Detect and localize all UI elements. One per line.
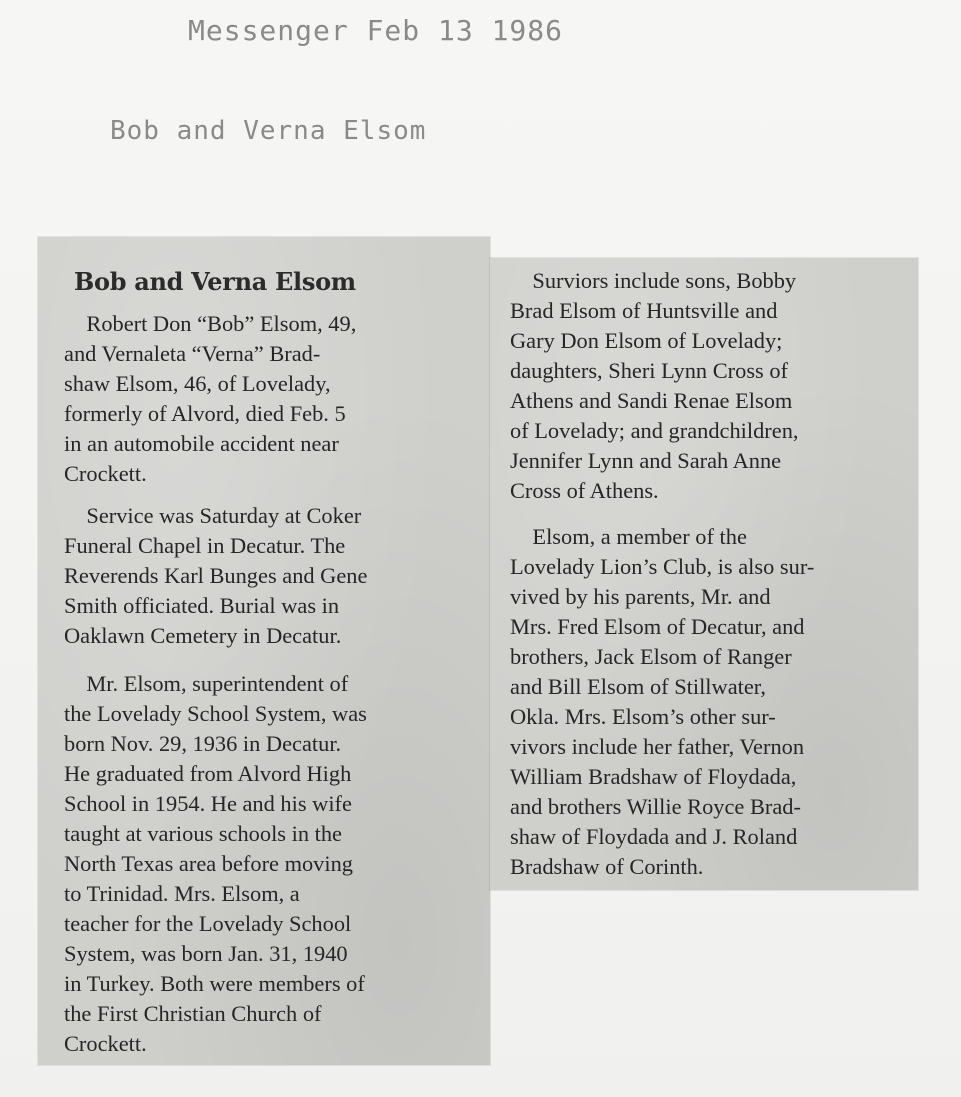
paragraph-survivors: Surviors include sons, Bobby Brad Elsom of Huntsville and Gary Don Elsom of Lovelady; daughters, Sheri Lynn Cross of Athens and Sandi Renae Elsom of Lovelady; and grandchildren, Jennifer Lynn and Sarah Anne Cross of Athens.	[510, 268, 799, 503]
clipping-left-column	[38, 237, 490, 1065]
paragraph-death-notice: Robert Don “Bob” Elsom, 49, and Vernaleta “Verna” Brad- shaw Elsom, 46, of Lovelady, formerly of Alvord, died Feb. 5 in an automobile accident near Crockett.	[64, 311, 357, 486]
paragraph-service: Service was Saturday at Coker Funeral Chapel in Decatur. The Reverends Karl Bunges and Gene Smith officiated. Burial was in Oaklawn Cemetery in Decatur.	[64, 503, 368, 648]
typed-source-date: Messenger Feb 13 1986	[188, 14, 564, 47]
clipping-right-column	[490, 258, 918, 890]
paragraph-biography: Mr. Elsom, superintendent of the Lovelady School System, was born Nov. 29, 1936 in Decatur. He graduated from Alvord High School in 1954. He and his wife taught at various schools in the North Texas area before moving to Trinidad. Mrs. Elsom, a teacher for the Lovelady School System, was born Jan. 31, 1940 in Turkey. Both were members of the First Christian Church of Crockett.	[64, 671, 367, 1056]
paragraph-other-survivors: Elsom, a member of the Lovelady Lion’s Club, is also sur- vived by his parents, Mr. and Mrs. Fred Elsom of Decatur, and brothers, Jack Elsom of Ranger and Bill Elsom of Stillwater, Okla. Mrs. Elsom’s other sur- vivors include her father, Vernon William Bradshaw of Floydada, and brothers Willie Royce Brad- shaw of Floydada and J. Roland Bradshaw of Corinth.	[510, 524, 815, 879]
clipping-headline: Bob and Verna Elsom	[74, 267, 356, 296]
typed-names-label: Bob and Verna Elsom	[110, 116, 427, 146]
